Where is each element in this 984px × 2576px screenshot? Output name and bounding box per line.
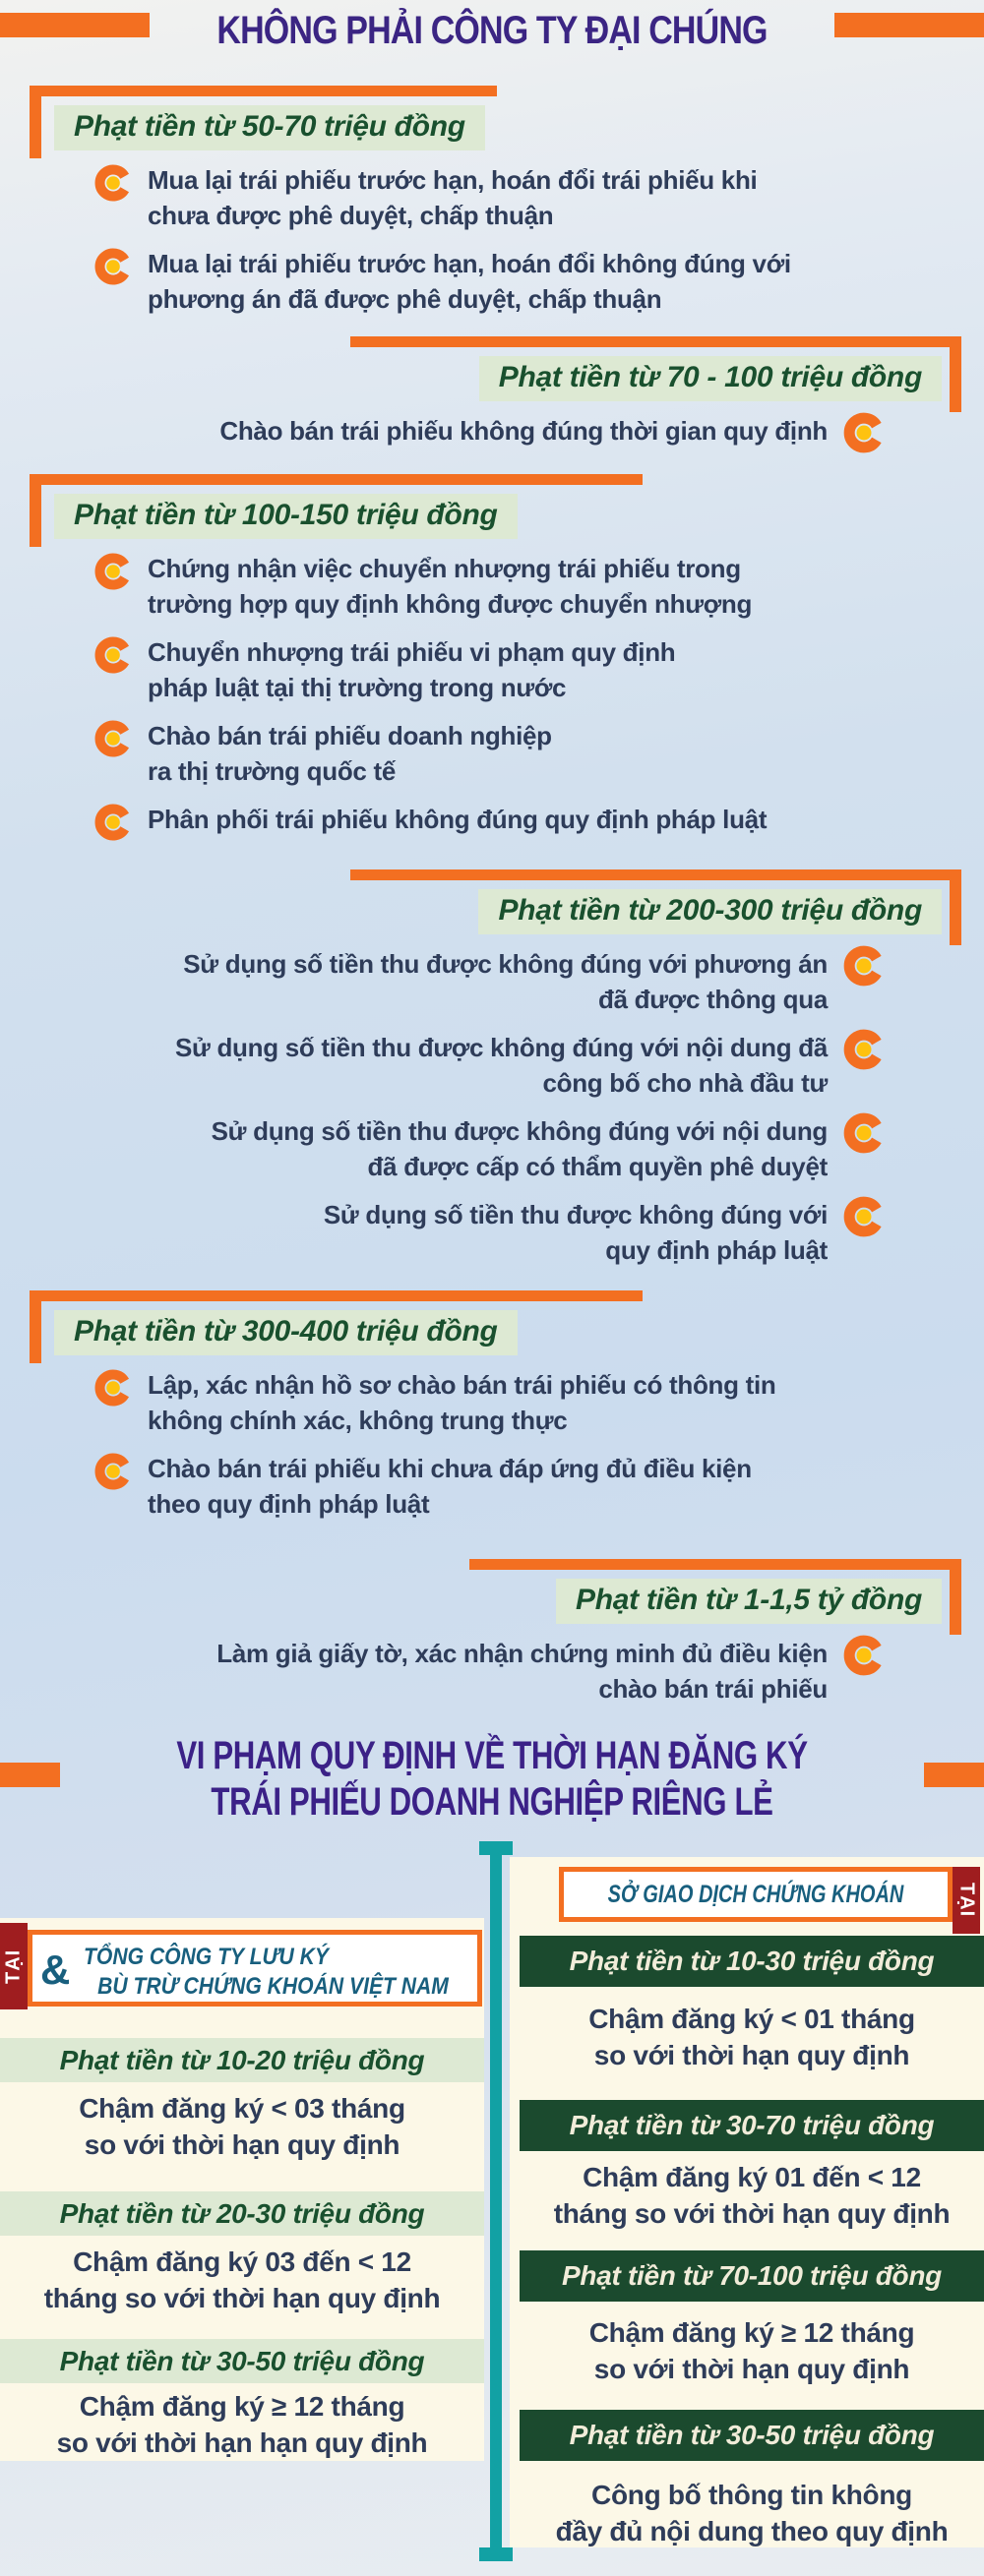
penalty-band-detail [520, 2314, 984, 2387]
section-title: Phạt tiền từ 1-1,5 tỷ đồng [556, 1579, 942, 1624]
violation-text: Chứng nhận việc chuyển nhượng trái phiếu trong [148, 554, 741, 583]
penalty-band-title: Phạt tiền từ 70-100 triệu đồng [520, 2250, 984, 2302]
bond-coin-icon [842, 1111, 886, 1155]
bond-coin-icon [842, 1028, 886, 1071]
tai-tab-right: TẠI [953, 1867, 980, 1934]
violation-item [0, 413, 886, 454]
org-name: SỞ GIAO DỊCH CHỨNG KHOÁN [607, 1881, 904, 1908]
section-bar [30, 86, 497, 96]
section-title: Phạt tiền từ 70 - 100 triệu đồng [479, 356, 942, 401]
section-title: Phạt tiền từ 300-400 triệu đồng [54, 1310, 518, 1355]
header [0, 0, 984, 61]
violation-text: Sử dụng số tiền thu được không đúng với nội dung [211, 1116, 828, 1146]
violation-text: Sử dụng số tiền thu được không đúng với phương án [183, 949, 828, 979]
violation-text: phương án đã được phê duyệt, chấp thuận [148, 284, 662, 314]
violation-item [93, 718, 945, 789]
detail-line: Chậm đăng ký < 03 tháng [79, 2093, 405, 2124]
detail-line: so với thời hạn quy định [593, 2040, 910, 2070]
title-accent-square-left [0, 1763, 60, 1787]
section-title: Phạt tiền từ 200-300 triệu đồng [478, 889, 942, 934]
violation-text: Chuyển nhượng trái phiếu vi phạm quy định [148, 637, 676, 667]
section-bar-vertical [30, 86, 41, 158]
bond-coin-icon [93, 1452, 133, 1491]
violation-text: Chào bán trái phiếu không đúng thời gian quy định [219, 416, 828, 446]
detail-line: Chậm đăng ký 01 đến < 12 [583, 2162, 921, 2192]
penalty-band-title: Phạt tiền từ 30-50 triệu đồng [520, 2410, 984, 2461]
section-bar [350, 869, 961, 880]
section-bar [30, 1290, 643, 1301]
bond-coin-icon [842, 944, 886, 988]
section-bar [469, 1559, 961, 1570]
violation-text: Mua lại trái phiếu trước hạn, hoán đổi không đúng với [148, 249, 791, 278]
violation-text: Sử dụng số tiền thu được không đúng với nội dung đã [174, 1033, 828, 1062]
bond-coin-icon [93, 719, 133, 758]
section-title: Phạt tiền từ 100-150 triệu đồng [54, 494, 518, 539]
violation-item [0, 946, 886, 1017]
bond-coin-icon [93, 1368, 133, 1408]
right-registration-panel [510, 1857, 984, 2547]
penalty-band-title: Phạt tiền từ 10-20 triệu đồng [0, 2038, 484, 2082]
detail-line: Chậm đăng ký < 01 tháng [588, 2004, 915, 2034]
section-bar-vertical [30, 1290, 41, 1363]
page-title: KHÔNG PHẢI CÔNG TY ĐẠI CHÚNG [216, 9, 768, 52]
detail-line: Công bố thông tin không [591, 2480, 912, 2510]
violation-text: công bố cho nhà đầu tư [542, 1068, 828, 1098]
org-name-line: TỔNG CÔNG TY LƯU KÝ [84, 1944, 330, 1970]
section-title: Phạt tiền từ 50-70 triệu đồng [54, 105, 485, 150]
registration-section-header [0, 1733, 984, 1826]
violation-text: đã được thông qua [598, 985, 828, 1014]
violation-text: chào bán trái phiếu [598, 1674, 828, 1704]
org-name-line: BÙ TRỪ CHỨNG KHOÁN VIỆT NAM [97, 1973, 449, 2000]
penalty-band-detail [520, 2477, 984, 2549]
detail-line: Chậm đăng ký ≥ 12 tháng [79, 2391, 405, 2422]
violation-item [0, 1113, 886, 1184]
detail-line: Chậm đăng ký 03 đến < 12 [73, 2247, 411, 2277]
violation-item [0, 1030, 886, 1101]
penalty-band-detail [520, 2001, 984, 2073]
penalty-band-detail [0, 2244, 484, 2316]
violation-text: ra thị trường quốc tế [148, 756, 397, 786]
penalty-band-title: Phạt tiền từ 30-50 triệu đồng [0, 2339, 484, 2383]
violation-item [93, 1451, 945, 1522]
registration-title-line2: TRÁI PHIẾU DOANH NGHIỆP RIÊNG LẺ [211, 1780, 773, 1824]
bond-coin-icon [93, 163, 133, 203]
violation-text: chưa được phê duyệt, chấp thuận [148, 201, 554, 230]
penalty-band-detail [0, 2090, 484, 2163]
bond-coin-icon [842, 1195, 886, 1238]
section-bar-vertical [950, 336, 961, 412]
detail-line: tháng so với thời hạn quy định [553, 2198, 951, 2229]
bond-coin-icon [842, 411, 886, 454]
section-bar-vertical [950, 1559, 961, 1635]
violation-text: Chào bán trái phiếu doanh nghiệp [148, 721, 552, 750]
bond-coin-icon [93, 552, 133, 591]
registration-title-line1: VI PHẠM QUY ĐỊNH VỀ THỜI HẠN ĐĂNG KÝ [176, 1734, 808, 1777]
violation-text: đã được cấp có thẩm quyền phê duyệt [367, 1152, 828, 1181]
section-bar [30, 474, 643, 485]
violation-text: Làm giả giấy tờ, xác nhận chứng minh đủ điều kiện [216, 1639, 828, 1668]
violation-item [93, 551, 945, 622]
org-box-vsdc [28, 1930, 482, 2007]
violation-text: Lập, xác nhận hồ sơ chào bán trái phiếu có thông tin [148, 1370, 776, 1400]
bond-coin-icon [93, 247, 133, 286]
divider-cap-bottom [479, 2547, 513, 2561]
violation-item [0, 1636, 886, 1707]
section-bar [350, 336, 961, 347]
bond-coin-icon [842, 1634, 886, 1677]
section-bar-vertical [950, 869, 961, 945]
violation-item [93, 1367, 945, 1438]
violation-item [93, 634, 945, 705]
violation-text: Mua lại trái phiếu trước hạn, hoán đổi trái phiếu khi [148, 165, 758, 195]
violation-text: không chính xác, không trung thực [148, 1406, 568, 1435]
penalty-band-detail [0, 2388, 484, 2461]
penalty-band-detail [520, 2159, 984, 2232]
penalty-band-title: Phạt tiền từ 20-30 triệu đồng [0, 2191, 484, 2236]
bond-coin-icon [93, 635, 133, 675]
ampersand: & [40, 1947, 71, 1993]
violation-item [93, 802, 945, 842]
left-registration-panel [0, 1918, 484, 2461]
violation-text: quy định pháp luật [605, 1235, 828, 1265]
org-box-exchange [559, 1867, 953, 1922]
detail-line: Chậm đăng ký ≥ 12 tháng [588, 2317, 915, 2348]
detail-line: so với thời hạn quy định [84, 2129, 400, 2160]
bond-coin-icon [93, 803, 133, 842]
violation-text: pháp luật tại thị trường trong nước [148, 673, 567, 702]
column-divider [490, 1849, 502, 2551]
title-accent-square-right [924, 1763, 984, 1787]
detail-line: so với thời hạn quy định [593, 2354, 910, 2384]
violation-text: Phân phối trái phiếu không đúng quy định pháp luật [148, 805, 768, 834]
violation-text: Sử dụng số tiền thu được không đúng với [323, 1200, 828, 1229]
penalty-band-title: Phạt tiền từ 10-30 triệu đồng [520, 1936, 984, 1987]
violation-item [93, 246, 945, 317]
penalty-band-title: Phạt tiền từ 30-70 triệu đồng [520, 2100, 984, 2151]
violation-item [0, 1197, 886, 1268]
violation-text: trường hợp quy định không được chuyển nhượng [148, 589, 753, 619]
detail-line: so với thời hạn hạn quy định [56, 2427, 428, 2458]
section-bar-vertical [30, 474, 41, 547]
tai-tab-left: TẠI [0, 1923, 28, 2009]
violation-text: Chào bán trái phiếu khi chưa đáp ứng đủ điều kiện [148, 1454, 752, 1483]
violation-item [93, 162, 945, 233]
detail-line: tháng so với thời hạn quy định [43, 2283, 441, 2313]
detail-line: đầy đủ nội dung theo quy định [555, 2516, 949, 2546]
violation-text: theo quy định pháp luật [148, 1489, 430, 1519]
